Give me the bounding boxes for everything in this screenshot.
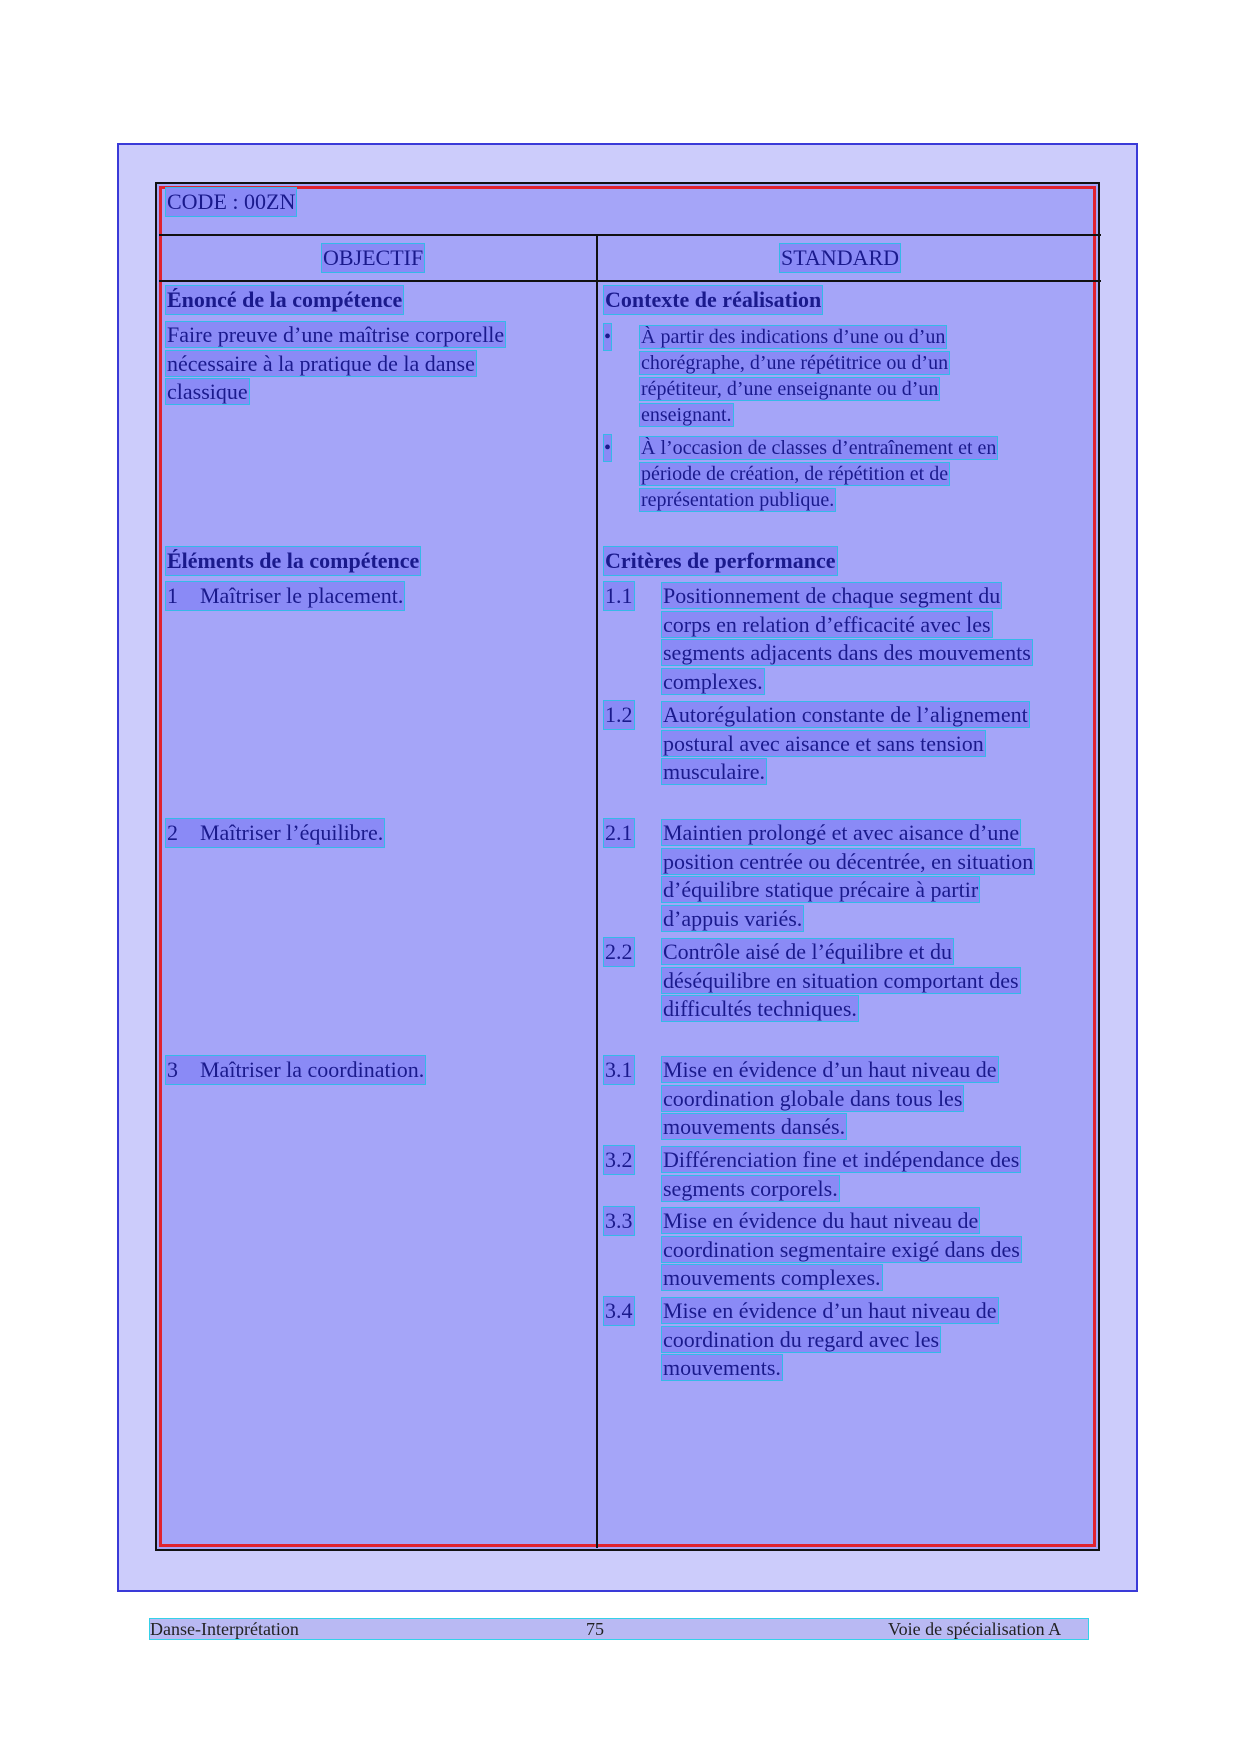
element-item: 1 Maîtriser le placement. bbox=[167, 583, 404, 608]
column-divider bbox=[596, 235, 598, 1548]
footer-right: Voie de spécialisation A bbox=[888, 1619, 1062, 1639]
code-label: CODE : 00ZN bbox=[167, 189, 296, 214]
enonce-text: Faire preuve d’une maîtrise corporelle nécessaire à la pratique de la danse classique bbox=[167, 322, 505, 405]
element-item: 3 Maîtriser la coordination. bbox=[167, 1057, 425, 1082]
elements-title: Éléments de la compétence bbox=[167, 548, 420, 573]
criteres-title: Critères de performance bbox=[605, 548, 836, 573]
code-row-divider bbox=[159, 234, 1101, 236]
objectif-header: OBJECTIF bbox=[323, 245, 424, 270]
bullet: • bbox=[604, 326, 612, 348]
footer-left: Danse-Interprétation bbox=[150, 1619, 299, 1639]
contexte-title: Contexte de réalisation bbox=[605, 287, 822, 312]
standard-header: STANDARD bbox=[781, 245, 900, 270]
enonce-title: Énoncé de la compétence bbox=[167, 287, 403, 312]
element-item: 2 Maîtriser l’équilibre. bbox=[167, 820, 384, 845]
header-row-divider bbox=[159, 280, 1101, 282]
bullet: • bbox=[604, 437, 612, 459]
page-number: 75 bbox=[586, 1619, 604, 1639]
